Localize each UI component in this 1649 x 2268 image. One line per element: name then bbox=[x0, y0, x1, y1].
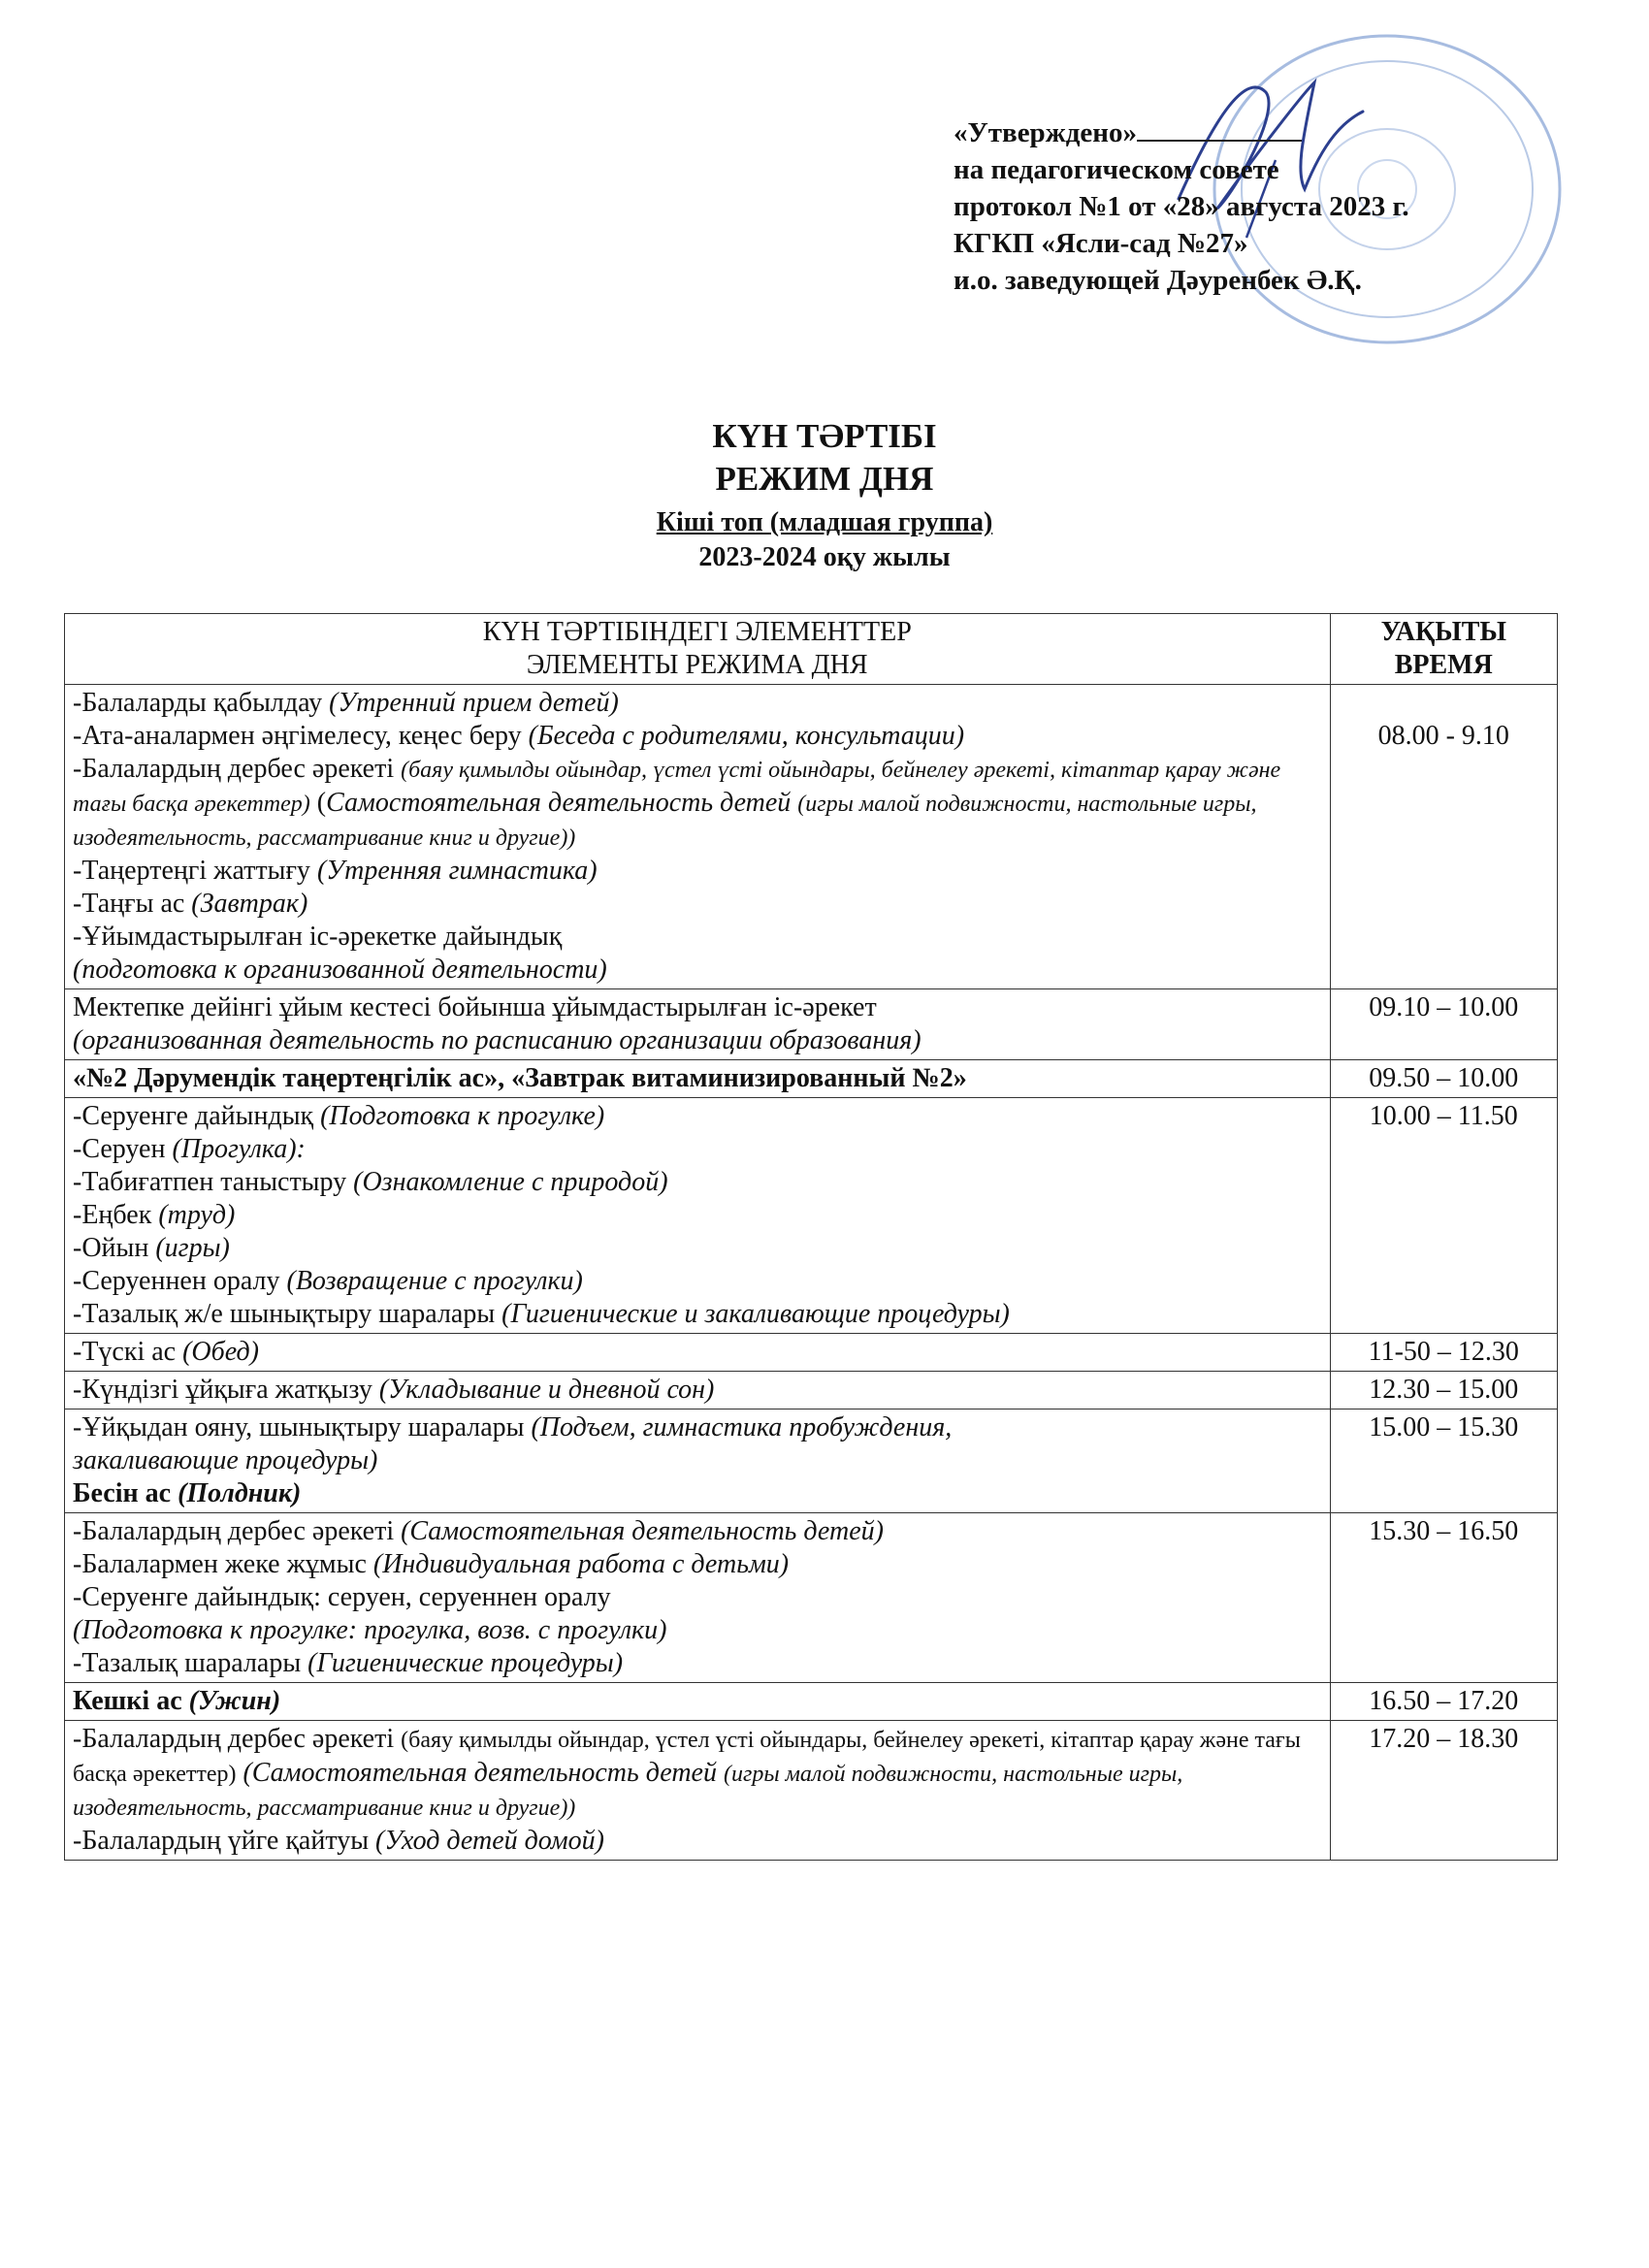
table-row bbox=[65, 989, 1558, 1060]
approval-organization: КГКП «Ясли-сад №27» bbox=[954, 228, 1248, 259]
time-cell: 15.00 – 15.30 bbox=[1330, 1409, 1557, 1513]
schedule-table bbox=[64, 613, 1558, 1861]
signature-line bbox=[1137, 120, 1302, 142]
academic-year: 2023-2024 оқу жылы bbox=[698, 542, 951, 572]
time-cell: 11-50 – 12.30 bbox=[1330, 1334, 1557, 1372]
time-cell: 16.50 – 17.20 bbox=[1330, 1683, 1557, 1721]
time-cell: 09.10 – 10.00 bbox=[1330, 989, 1557, 1060]
table-row bbox=[65, 1683, 1558, 1721]
table-row bbox=[65, 1098, 1558, 1334]
table-header-row bbox=[65, 614, 1558, 685]
table-row bbox=[65, 685, 1558, 989]
approval-label: «Утверждено» bbox=[954, 117, 1137, 148]
activity-cell: -Балалардың дербес әрекеті (Самостоятельная деятельность детей) -Балалармен жеке жұмыс (Индивидуальная работа с детьми) -Серуенге дайындық: серуен, серуеннен оралу (Подготовка к прогулке: прогулка, возв. с прогулки) -Тазалық шаралары (Гигиенические процедуры) bbox=[65, 1513, 1331, 1683]
table-row bbox=[65, 1409, 1558, 1513]
title-kazakh: КҮН ТӘРТІБІ bbox=[712, 417, 937, 455]
activity-cell: «№2 Дәрумендік таңертеңгілік ас», «Завтрак витаминизированный №2» bbox=[65, 1060, 1331, 1098]
approval-block bbox=[954, 114, 1409, 299]
time-cell: 15.30 – 16.50 bbox=[1330, 1513, 1557, 1683]
table-row bbox=[65, 1060, 1558, 1098]
approval-council: на педагогическом совете bbox=[954, 154, 1279, 185]
title-russian: РЕЖИМ ДНЯ bbox=[715, 460, 934, 498]
approval-protocol: протокол №1 от «28» августа 2023 г. bbox=[954, 191, 1409, 222]
table-row bbox=[65, 1513, 1558, 1683]
approval-head: и.о. заведующей Дәуренбек Ә.Қ. bbox=[954, 265, 1362, 296]
table-row bbox=[65, 1721, 1558, 1861]
table-row bbox=[65, 1334, 1558, 1372]
table-row bbox=[65, 1372, 1558, 1409]
activity-cell: Мектепке дейінгі ұйым кестесі бойынша ұйымдастырылған іс-әрекет (организованная деятельность по расписанию организации образования) bbox=[65, 989, 1331, 1060]
time-cell: 12.30 – 15.00 bbox=[1330, 1372, 1557, 1409]
header-elements: КҮН ТӘРТІБІНДЕГІ ЭЛЕМЕНТТЕР ЭЛЕМЕНТЫ РЕЖИМА ДНЯ bbox=[65, 614, 1331, 685]
time-cell: 08.00 - 9.10 bbox=[1330, 685, 1557, 989]
header-time: УАҚЫТЫ ВРЕМЯ bbox=[1330, 614, 1557, 685]
activity-cell: -Түскі ас (Обед) bbox=[65, 1334, 1331, 1372]
time-cell: 09.50 – 10.00 bbox=[1330, 1060, 1557, 1098]
time-cell: 10.00 – 11.50 bbox=[1330, 1098, 1557, 1334]
activity-cell: -Балалардың дербес әрекеті (баяу қимылды ойындар, үстел үсті ойындары, бейнелеу әрекеті, кітаптар қарау және тағы басқа әрекеттер) (Самостоятельная деятельность детей (игры малой подвижности, настольные игры, изодеятельность, рассматривание книг и другие)) -Балалардың үйге қайтуы (Уход детей домой) bbox=[65, 1721, 1331, 1861]
activity-cell: -Күндізгі ұйқыға жатқызу (Укладывание и дневной сон) bbox=[65, 1372, 1331, 1409]
group-subtitle: Кіші топ (младшая группа) bbox=[656, 507, 993, 537]
activity-cell: -Балаларды қабылдау (Утренний прием детей) -Ата-аналармен әңгімелесу, кеңес беру (Беседа с родителями, консультации) -Балалардың дербес әрекеті (баяу қимылды ойындар, үстел үсті ойындары, бейнелеу әрекеті, кітаптар қарау және тағы басқа әрекеттер) (Самостоятельная деятельность детей (игры малой подвижности, настольные игры, изодеятельность, рассматривание книг и другие)) -Таңертеңгі жаттығу (Утренняя гимнастика) -Таңғы ас (Завтрак) -Ұйымдастырылған іс-әрекетке дайындық (подготовка к организованной деятельности) bbox=[65, 685, 1331, 989]
time-cell: 17.20 – 18.30 bbox=[1330, 1721, 1557, 1861]
activity-cell: Кешкі ас (Ужин) bbox=[65, 1683, 1331, 1721]
activity-cell: -Серуенге дайындық (Подготовка к прогулке) -Серуен (Прогулка): -Табиғатпен таныстыру (Ознакомление с природой) -Еңбек (труд) -Ойын (игры) -Серуеннен оралу (Возвращение с прогулки) -Тазалық ж/е шынықтыру шаралары (Гигиенические и закаливающие процедуры) bbox=[65, 1098, 1331, 1334]
activity-cell: -Ұйқыдан ояну, шынықтыру шаралары (Подъем, гимнастика пробуждения, закаливающие процедуры) Бесін ас (Полдник) bbox=[65, 1409, 1331, 1513]
